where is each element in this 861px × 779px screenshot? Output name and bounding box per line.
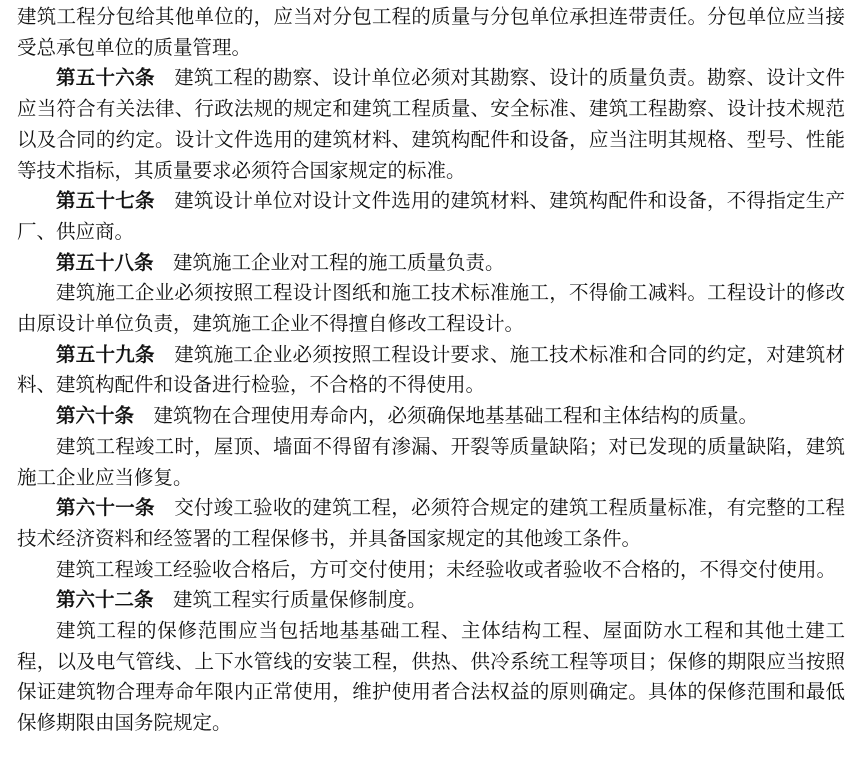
paragraph-text: 建筑工程的保修范围应当包括地基基础工程、主体结构工程、屋面防水工程和其他土建工程，以及电气管线、上下水管线的安装工程，供热、供冷系统工程等项目；保修的期限应当按照保证建筑物合理寿命年限内正常使用，维护使用者合法权益的原则确定。具体的保修范围和最低保修期限由国务院规定。 xyxy=(17,619,845,735)
article-text: 建筑工程的勘察、设计单位必须对其勘察、设计的质量负责。勘察、设计文件应当符合有关法律、行政法规的规定和建筑工程质量、安全标准、建筑工程勘察、设计技术规范以及合同的约定。设计文件选用的建筑材料、建筑构配件和设备，应当注明其规格、型号、性能等技术指标，其质量要求必须符合国家规定的标准。 xyxy=(17,66,845,182)
paragraph xyxy=(17,555,845,586)
paragraph-text: 建筑工程竣工经验收合格后，方可交付使用；未经验收或者验收不合格的，不得交付使用。 xyxy=(56,557,837,581)
article-text: 建筑施工企业对工程的施工质量负责。 xyxy=(173,250,505,274)
article-text: 建筑施工企业必须按照工程设计要求、施工技术标准和合同的约定，对建筑材料、建筑构配件和设备进行检验，不合格的不得使用。 xyxy=(17,342,845,397)
article-text: 交付竣工验收的建筑工程，必须符合规定的建筑工程质量标准，有完整的工程技术经济资料和经签署的工程保修书，并具备国家规定的其他竣工条件。 xyxy=(17,496,845,550)
article-62 xyxy=(17,585,845,616)
article-text: 建筑工程实行质量保修制度。 xyxy=(173,588,427,612)
article-number: 第六十条 xyxy=(56,404,135,428)
article-number: 第五十六条 xyxy=(56,66,155,90)
paragraph-continuation xyxy=(17,2,845,63)
article-text: 建筑物在合理使用寿命内，必须确保地基基础工程和主体结构的质量。 xyxy=(153,404,759,428)
article-number: 第五十八条 xyxy=(56,250,154,274)
article-57 xyxy=(17,186,845,247)
article-number: 第六十二条 xyxy=(56,588,154,612)
article-61 xyxy=(17,493,845,554)
article-number: 第六十一条 xyxy=(56,496,155,520)
article-text: 建筑设计单位对设计文件选用的建筑材料、建筑构配件和设备，不得指定生产厂、供应商。 xyxy=(17,189,845,243)
article-59 xyxy=(17,340,845,401)
paragraph-text: 建筑施工企业必须按照工程设计图纸和施工技术标准施工，不得偷工减料。工程设计的修改由原设计单位负责，建筑施工企业不得擅自修改工程设计。 xyxy=(17,281,845,336)
paragraph xyxy=(17,432,845,493)
paragraph xyxy=(17,278,845,339)
article-58 xyxy=(17,248,845,279)
article-number: 第五十七条 xyxy=(56,189,155,213)
paragraph xyxy=(17,616,845,739)
paragraph-text: 建筑工程竣工时，屋顶、墙面不得留有渗漏、开裂等质量缺陷；对已发现的质量缺陷，建筑施工企业应当修复。 xyxy=(17,434,845,489)
article-60 xyxy=(17,401,845,432)
paragraph-text: 建筑工程分包给其他单位的，应当对分包工程的质量与分包单位承担连带责任。分包单位应当接受总承包单位的质量管理。 xyxy=(17,5,845,59)
article-number: 第五十九条 xyxy=(56,342,155,366)
article-56 xyxy=(17,63,845,186)
